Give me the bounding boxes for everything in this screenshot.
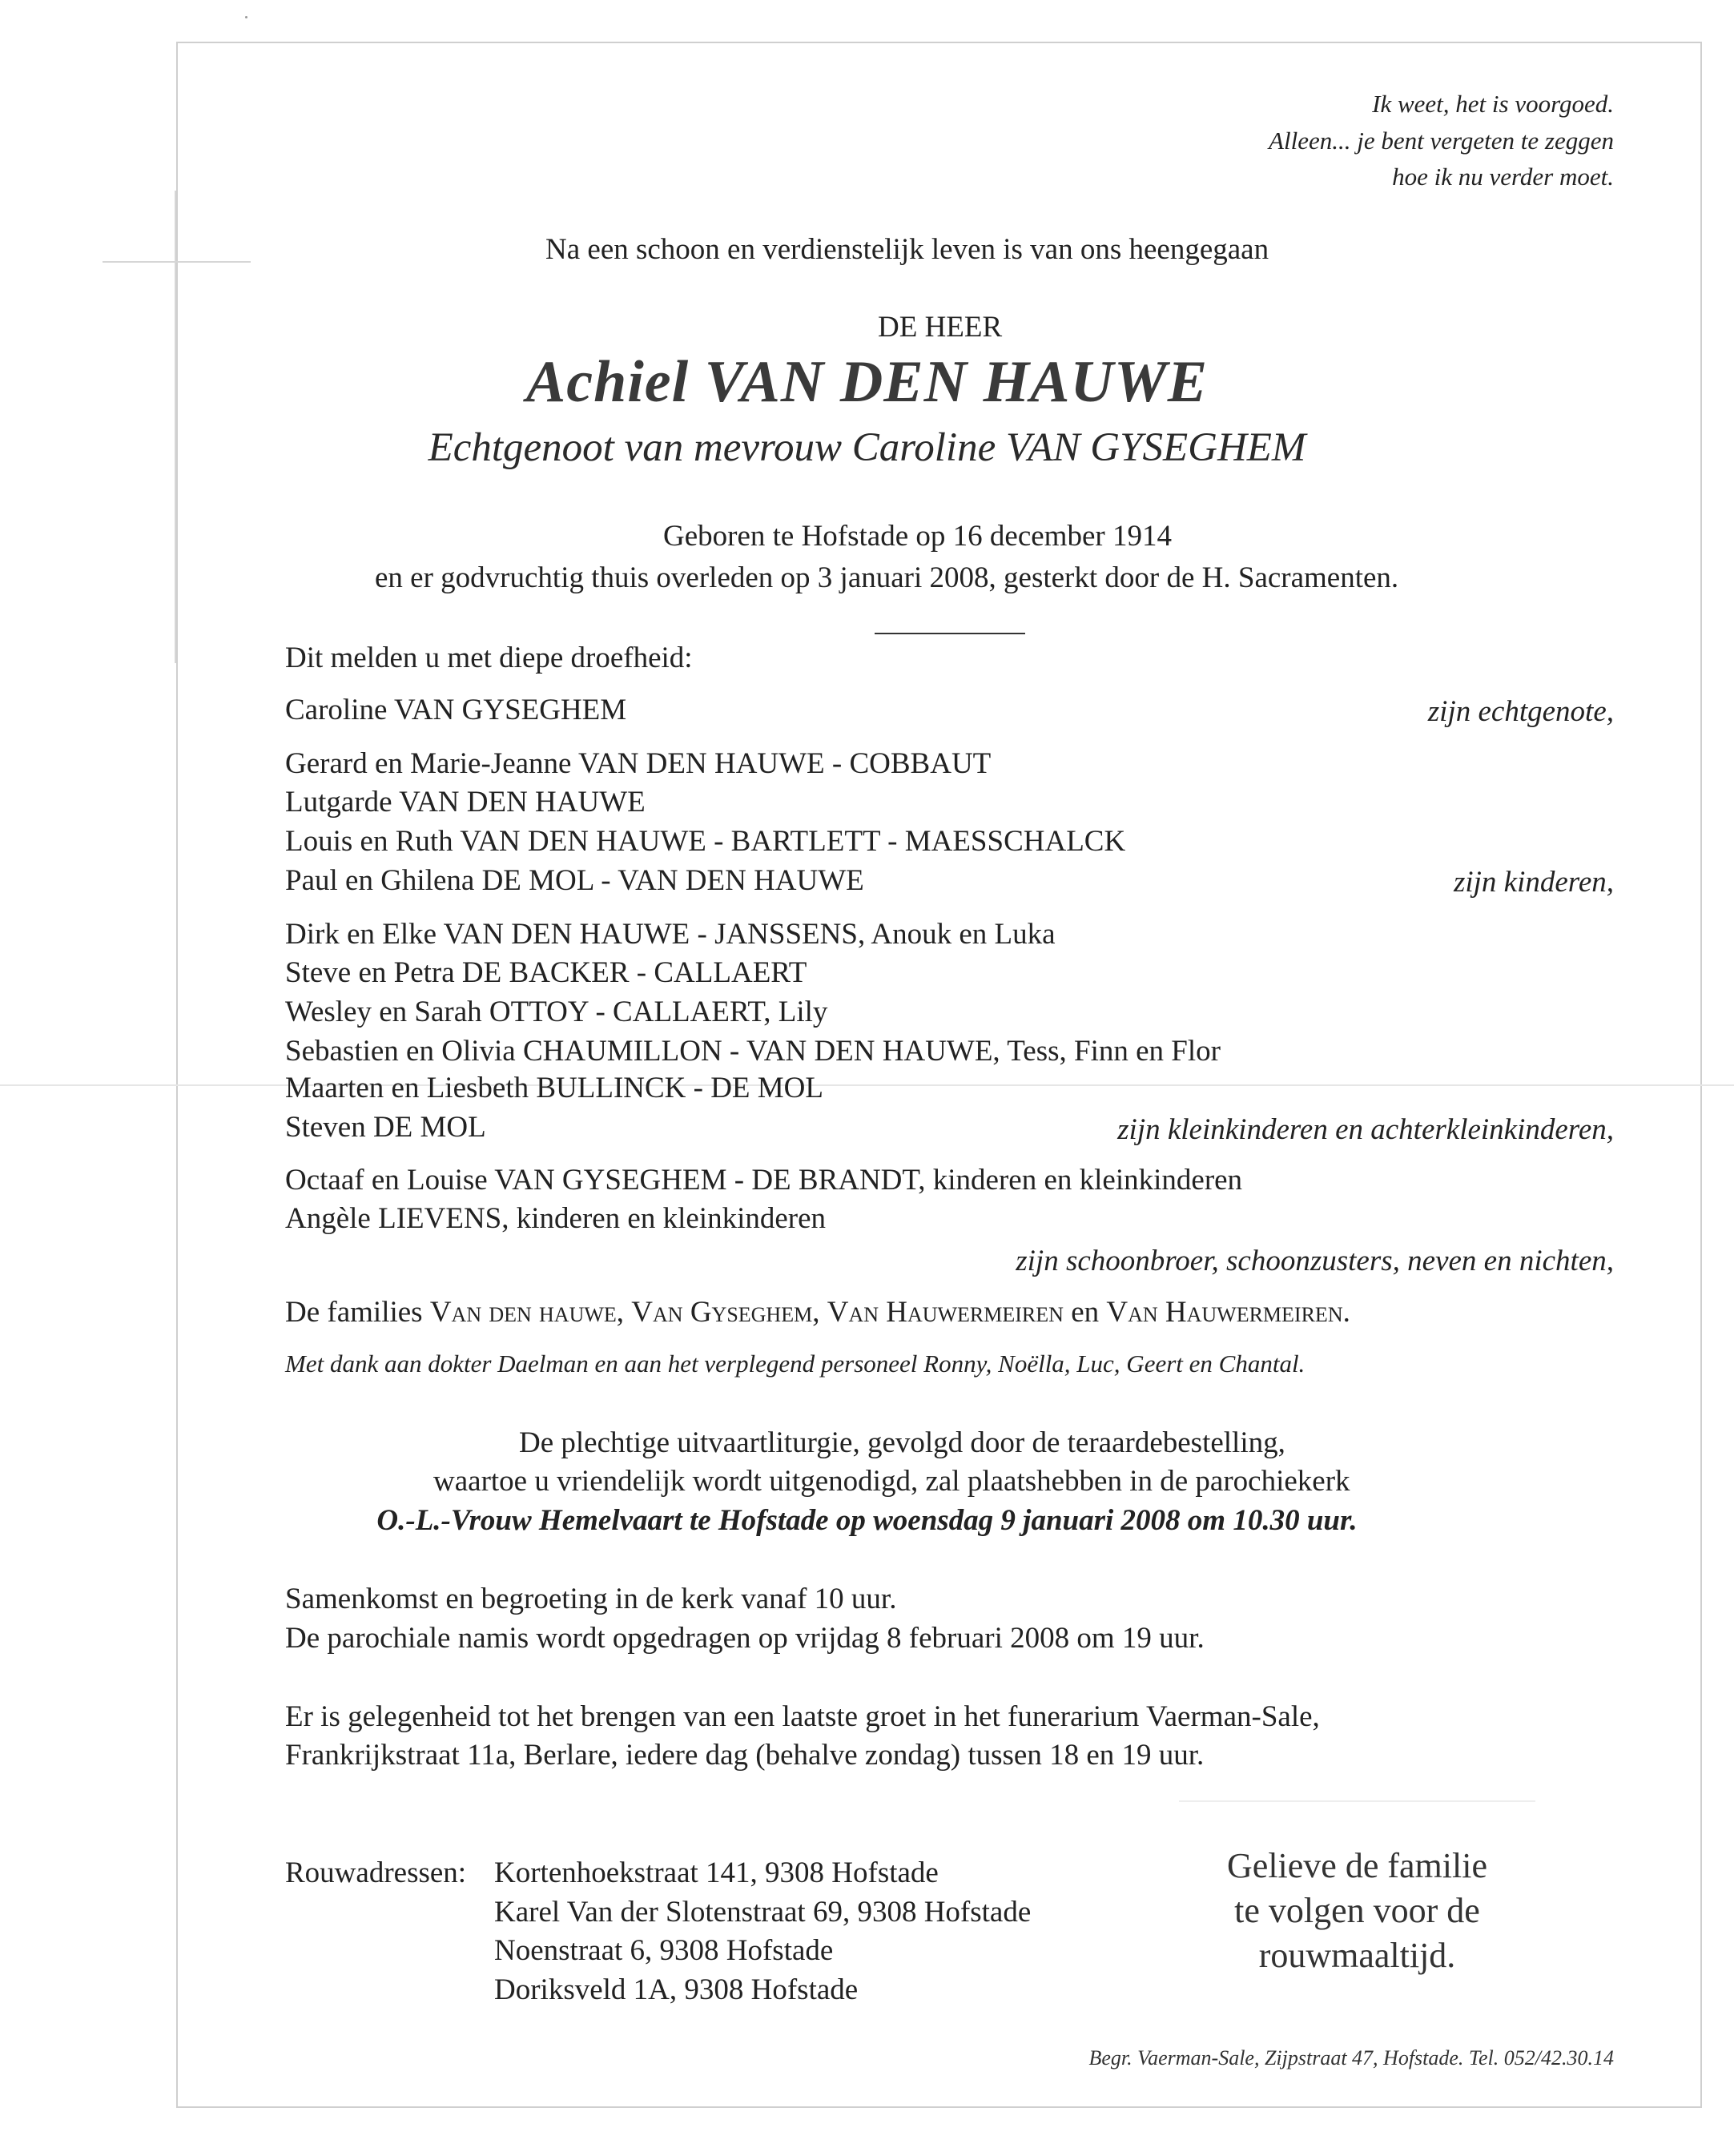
spouse-line: Echtgenoot van mevrouw Caroline VAN GYSEGHEM (428, 425, 1306, 470)
family-name-3: Van Hauwermeiren (827, 1296, 1064, 1329)
funerarium-line-2: Frankrijkstraat 11a, Berlare, iedere dag (behalve zondag) tussen 18 en 19 uur. (285, 1739, 1205, 1772)
grandchild-4: Sebastien en Olivia CHAUMILLON - VAN DEN HAUWE, Tess, Finn en Flor (285, 1035, 1221, 1068)
church-line: O.-L.-Vrouw Hemelvaart te Hofstade op woensdag 9 januari 2008 om 10.30 uur. (376, 1504, 1358, 1537)
families-prefix: De families (285, 1296, 423, 1329)
inlaw-2: Angèle LIEVENS, kinderen en kleinkinderen (285, 1202, 827, 1235)
children-relation: zijn kinderen, (1453, 866, 1614, 899)
meal-note (1179, 1800, 1535, 1994)
grandchild-5: Maarten en Liesbeth BULLINCK - DE MOL (285, 1072, 823, 1104)
death-text: en er godvruchtig thuis overleden op 3 januari 2008, gesterkt door de H. Sacramenten. (375, 561, 1399, 594)
speck (245, 16, 247, 18)
meal-note-line-1: Gelieve de familie (1227, 1846, 1487, 1885)
child-4: Paul en Ghilena DE MOL - VAN DEN HAUWE (285, 864, 864, 897)
meal-note-line-3: rouwmaaltijd. (1258, 1936, 1456, 1975)
grandchild-3: Wesley en Sarah OTTOY - CALLAERT, Lily (285, 996, 828, 1028)
child-1: Gerard en Marie-Jeanne VAN DEN HAUWE - COBBAUT (285, 747, 992, 780)
thanks-text: Met dank aan dokter Daelman en aan het verplegend personeel Ronny, Noëlla, Luc, Geert en Chantal. (285, 1350, 1306, 1378)
grandchild-1: Dirk en Elke VAN DEN HAUWE - JANSSENS, Anouk en Luka (285, 918, 1056, 951)
families-en: en (1071, 1296, 1100, 1329)
family-name-2: Van Gyseghem (631, 1296, 813, 1329)
address-1: Kortenhoekstraat 141, 9308 Hofstade (494, 1856, 939, 1889)
intro-text: Na een schoon en verdienstelijk leven is van ons heengegaan (545, 233, 1269, 266)
addresses-label: Rouwadressen: (285, 1856, 467, 1889)
gathering-line-1: Samenkomst en begroeting in de kerk vanaf 10 uur. (285, 1583, 897, 1615)
address-3: Noenstraat 6, 9308 Hofstade (494, 1934, 834, 1967)
address-4: Doriksveld 1A, 9308 Hofstade (494, 1973, 859, 2006)
funeral-line-2: waartoe u vriendelijk wordt uitgenodigd, zal plaatshebben in de parochiekerk (433, 1465, 1350, 1498)
announce-text: Dit melden u met diepe droefheid: (285, 642, 693, 674)
meal-note-line-2: te volgen voor de (1234, 1891, 1480, 1930)
grandchild-2: Steve en Petra DE BACKER - CALLAERT (285, 956, 807, 989)
deceased-name: Achiel VAN DEN HAUWE (525, 349, 1209, 415)
child-2: Lutgarde VAN DEN HAUWE (285, 786, 646, 819)
undertaker-footer: Begr. Vaerman-Sale, Zijpstraat 47, Hofstade. Tel. 052/42.30.14 (1088, 2046, 1614, 2070)
fold-line (0, 1084, 1734, 1086)
grandchild-6: Steven DE MOL (285, 1111, 486, 1144)
families-line: De families Van den hauwe, Van Gyseghem, Van Hauwermeiren en Van Hauwermeiren. (285, 1296, 1350, 1329)
spouse-name: Caroline VAN GYSEGHEM (285, 694, 627, 726)
grandchildren-relation: zijn kleinkinderen en achterkleinkinderen, (1117, 1113, 1614, 1146)
poem-line-2: Alleen... je bent vergeten te zeggen (1269, 127, 1614, 155)
cross-horizontal-line (103, 261, 251, 263)
funeral-line-1: De plechtige uitvaartliturgie, gevolgd door de teraardebestelling, (519, 1426, 1285, 1459)
family-name-4: Van Hauwermeiren (1106, 1296, 1343, 1329)
separator-line (875, 633, 1025, 634)
inlaw-1: Octaaf en Louise VAN GYSEGHEM - DE BRANDT, kinderen en kleinkinderen (285, 1164, 1243, 1197)
address-2: Karel Van der Slotenstraat 69, 9308 Hofstade (494, 1896, 1032, 1929)
inlaws-relation: zijn schoonbroer, schoonzusters, neven en nichten, (1016, 1245, 1614, 1277)
child-3: Louis en Ruth VAN DEN HAUWE - BARTLETT - MAESSCHALCK (285, 825, 1126, 858)
funerarium-line-1: Er is gelegenheid tot het brengen van een laatste groet in het funerarium Vaerman-Sale, (285, 1700, 1320, 1733)
birth-text: Geboren te Hofstade op 16 december 1914 (663, 520, 1172, 553)
title-text: DE HEER (878, 311, 1003, 344)
poem-line-3: hoe ik nu verder moet. (1392, 163, 1614, 191)
family-name-1: Van den hauwe (429, 1296, 617, 1329)
spouse-relation: zijn echtgenote, (1427, 695, 1614, 728)
poem-line-1: Ik weet, het is voorgoed. (1372, 90, 1614, 118)
gathering-line-2: De parochiale namis wordt opgedragen op vrijdag 8 februari 2008 om 19 uur. (285, 1622, 1205, 1655)
